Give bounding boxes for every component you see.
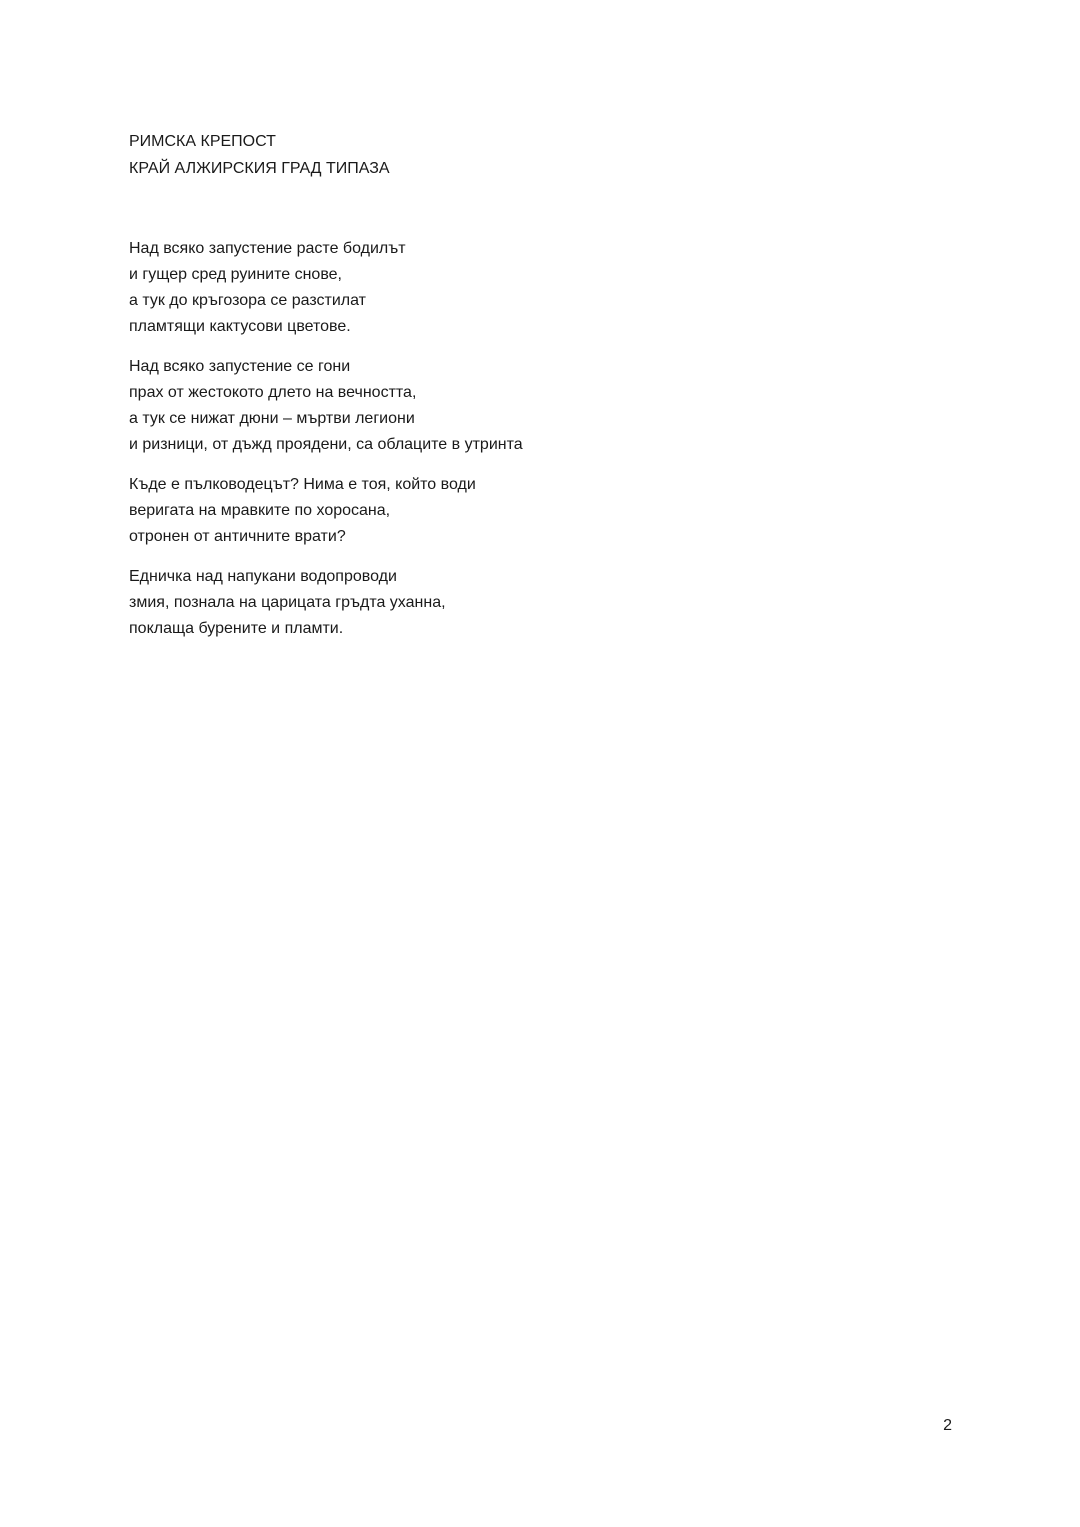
verse-line: поклаща бурените и пламти. [129,620,344,637]
verse-line: Къде е пълководецът? Нима е тоя, който води [129,476,476,493]
verse-line: Над всяко запустение се гони [129,358,351,375]
title-line: РИМСКА КРЕПОСТ [129,133,276,150]
verse-line: Едничка над напукани водопроводи [129,568,397,585]
poem-body [129,236,523,656]
verse-line: и гущер сред руините снове, [129,266,342,283]
poem-title [129,128,390,182]
verse-line: прах от жестокото длето на вечността, [129,384,417,401]
verse-line: а тук до кръгозора се разстилат [129,292,366,309]
verse-line: отронен от античните врати? [129,528,346,545]
verse-line: и ризници, от дъжд проядени, са облаците в утринта [129,436,523,453]
subtitle-line: КРАЙ АЛЖИРСКИЯ ГРАД ТИПАЗА [129,160,390,177]
verse-line: Над всяко запустение расте бодилът [129,240,406,257]
stanza [129,236,523,340]
page-number: 2 [943,1417,952,1434]
stanza [129,354,523,458]
verse-line: пламтящи кактусови цветове. [129,318,351,335]
verse-line: веригата на мравките по хоросана, [129,502,391,519]
stanza [129,564,523,642]
stanza [129,472,523,550]
verse-line: а тук се нижат дюни – мъртви легиони [129,410,415,427]
verse-line: змия, познала на царицата гръдта уханна, [129,594,446,611]
